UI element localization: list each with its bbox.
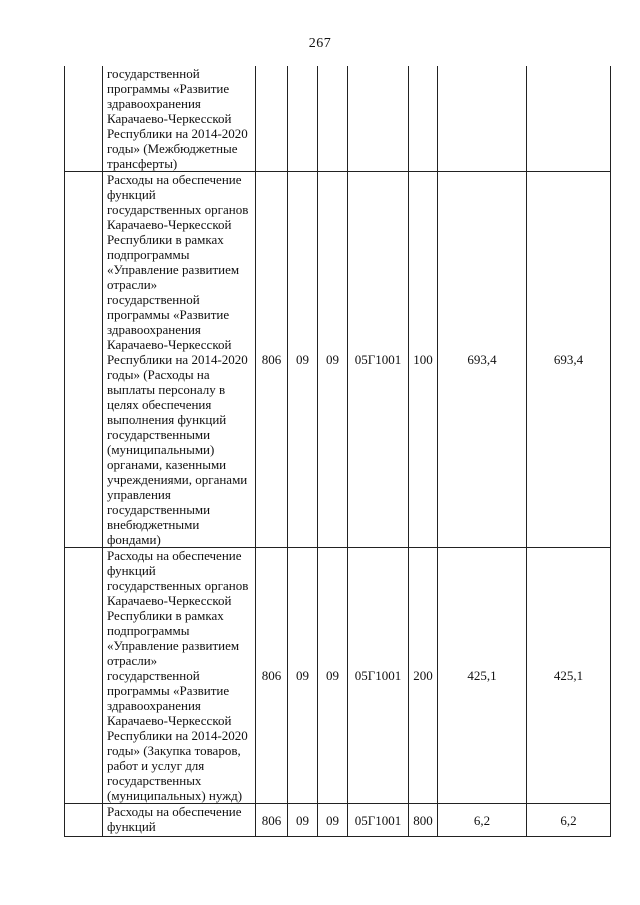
table-cell-blank (65, 66, 103, 172)
table-cell-blank (65, 804, 103, 837)
table-cell-ministry: 806 (256, 172, 288, 548)
table-row (65, 172, 611, 548)
table-cell-expense-type: 800 (409, 804, 438, 837)
table-row (65, 804, 611, 837)
table-row (65, 66, 611, 172)
table-cell-target-article: 05Г1001 (348, 804, 409, 837)
table-cell-ministry: 806 (256, 548, 288, 804)
table-cell-amount-1 (438, 66, 527, 172)
table-cell-target-article: 05Г1001 (348, 172, 409, 548)
table-cell-subsection (318, 66, 348, 172)
table-cell-blank (65, 548, 103, 804)
table-cell-expense-type (409, 66, 438, 172)
table-cell-amount-1: 425,1 (438, 548, 527, 804)
table-cell-expense-type: 200 (409, 548, 438, 804)
table-cell-section: 09 (288, 172, 318, 548)
table-cell-description: Расходы на обеспечение функций (103, 804, 256, 837)
table-cell-amount-2: 693,4 (527, 172, 611, 548)
table-cell-blank (65, 172, 103, 548)
table-cell-description: государственной программы «Развитие здравоохранения Карачаево-Черкесской Республики на 2014-2020 годы» (Межбюджетные трансферты) (103, 66, 256, 172)
table-cell-description: Расходы на обеспечение функций государственных органов Карачаево-Черкесской Республики в рамках подпрограммы «Управление развитием отрасли» государственной программы «Развитие здравоохранения Карачаево-Черкесской Республики на 2014-2020 годы» (Закупка товаров, работ и услуг для государственных (муниципальных) нужд) (103, 548, 256, 804)
table-cell-subsection: 09 (318, 172, 348, 548)
table-cell-expense-type: 100 (409, 172, 438, 548)
table-cell-amount-1: 693,4 (438, 172, 527, 548)
table-cell-amount-2 (527, 66, 611, 172)
table-cell-target-article: 05Г1001 (348, 548, 409, 804)
table-row (65, 548, 611, 804)
table-cell-ministry (256, 66, 288, 172)
table-cell-section: 09 (288, 548, 318, 804)
table-cell-ministry: 806 (256, 804, 288, 837)
table-cell-target-article (348, 66, 409, 172)
table-cell-subsection: 09 (318, 804, 348, 837)
table-cell-amount-2: 6,2 (527, 804, 611, 837)
table-cell-description: Расходы на обеспечение функций государственных органов Карачаево-Черкесской Республики в рамках подпрограммы «Управление развитием отрасли» государственной программы «Развитие здравоохранения Карачаево-Черкесской Республики на 2014-2020 годы» (Расходы на выплаты персоналу в целях обеспечения выполнения функций государственными (муниципальными) органами, казенными учреждениями, органами управления государственными внебюджетными фондами) (103, 172, 256, 548)
page-number: 267 (308, 36, 332, 51)
table-cell-section (288, 66, 318, 172)
budget-table (64, 66, 611, 837)
table-cell-section: 09 (288, 804, 318, 837)
table-cell-amount-1: 6,2 (438, 804, 527, 837)
table-cell-amount-2: 425,1 (527, 548, 611, 804)
table-cell-subsection: 09 (318, 548, 348, 804)
